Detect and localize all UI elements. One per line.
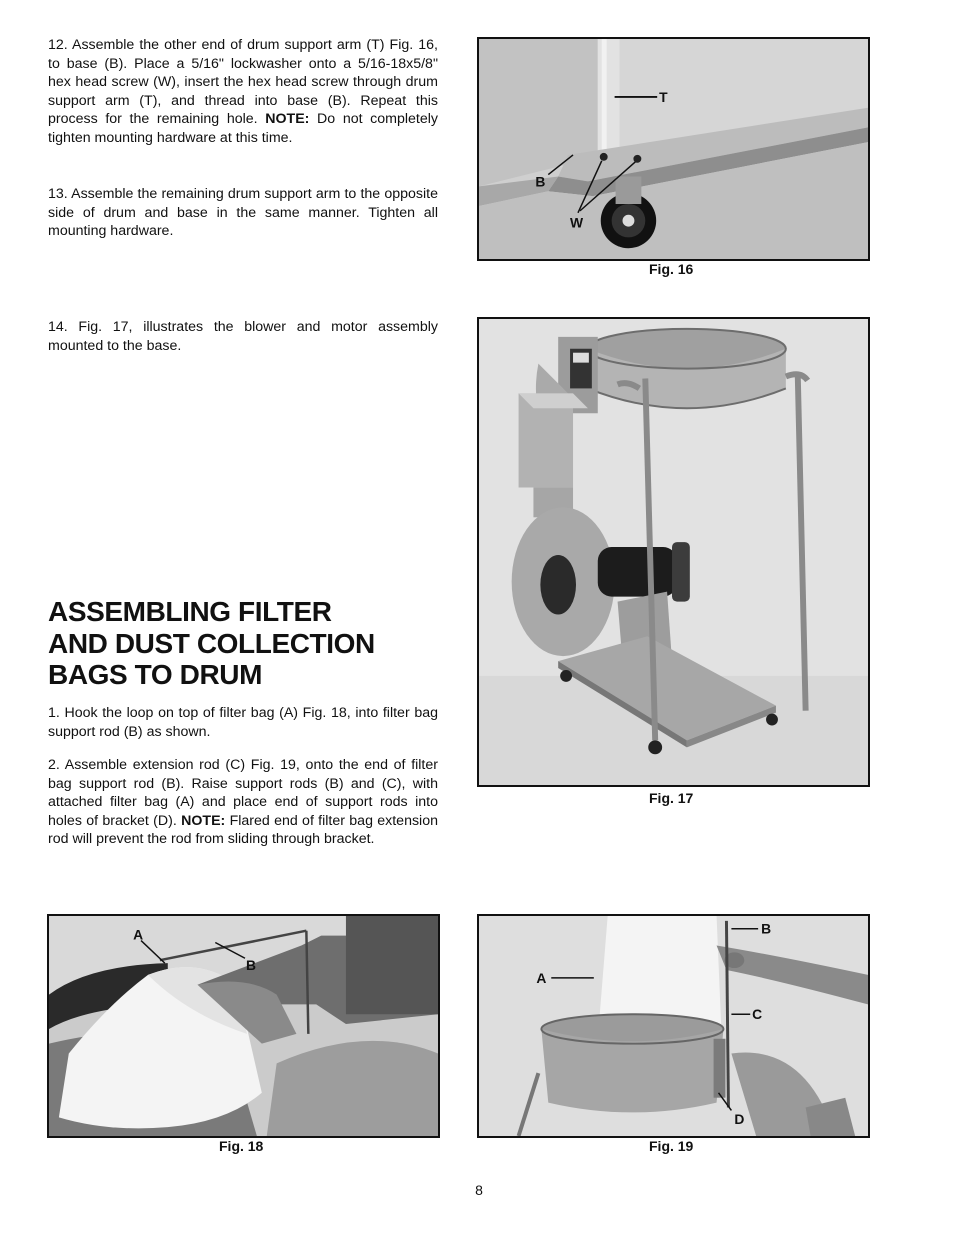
figure-19-label-b: B [761,921,772,937]
figure-18-label-a: A [133,927,144,943]
figure-18-label-b: B [245,958,256,974]
figure-19-caption: Fig. 19 [649,1138,694,1154]
figure-19-photo [477,914,870,1138]
figure-18-caption: Fig. 18 [219,1138,264,1154]
section-heading [48,596,448,691]
section-step-2-text: 2. Assemble extension rod (C) Fig. 19, onto the end of filter bag support rod (B). Raise support rods (B) and (C), with attached filter bag (A) and place end of support rods into holes of bracket (D). [48,757,438,829]
step-12-text: 12. Assemble the other end of drum support arm (T) Fig. 16, to base (B). Place a 5/16" lockwasher onto a 5/16-18x5/8" hex head screw (W), insert the hex head screw through drum support arm (T), and thread into base (B). Repeat this process for the remaining hole. [48,37,438,128]
section-step-2-note-label: NOTE: [181,812,226,829]
section-step-1: 1. Hook the loop on top of filter bag (A) Fig. 18, into filter bag support rod (B) as shown. [48,705,438,740]
figure-16-illustration [479,39,868,259]
figure-16-photo [477,37,870,261]
figure-18-illustration [49,916,438,1136]
figure-17-illustration [479,319,868,785]
step-12-note-label: NOTE: [265,111,310,128]
figure-17-caption: Fig. 17 [649,790,694,806]
section-step-2-note-text: Flared end of filter bag extension rod will prevent the rod from sliding through bracket. [48,812,438,848]
figure-16-caption: Fig. 16 [649,261,694,277]
figure-16-label-b: B [535,174,546,190]
figure-18-photo [47,914,440,1138]
figure-19-label-a: A [536,970,547,986]
section-heading-line-2: AND DUST COLLECTION [48,627,375,659]
step-14-paragraph: 14. Fig. 17, illustrates the blower and motor assembly mounted to the base. [48,319,438,354]
section-step-2 [48,756,438,849]
step-13-paragraph: 13. Assemble the remaining drum support arm to the opposite side of drum and base in the same manner. Tighten all mounting hardware. [48,186,438,240]
step-12-paragraph [48,36,438,148]
section-heading-line-1: ASSEMBLING FILTER [48,596,332,627]
figure-16-label-t: T [659,89,668,105]
figure-17-photo [477,317,870,787]
figure-19-label-d: D [734,1112,745,1128]
page-number: 8 [475,1182,483,1198]
figure-16-label-w: W [570,215,584,231]
figure-19-illustration [479,916,868,1136]
figure-19-label-c: C [752,1007,763,1023]
step-12-note-text: Do not completely tighten mounting hardware at this time. [48,111,438,146]
section-heading-line-3: BAGS TO DRUM [48,659,263,690]
